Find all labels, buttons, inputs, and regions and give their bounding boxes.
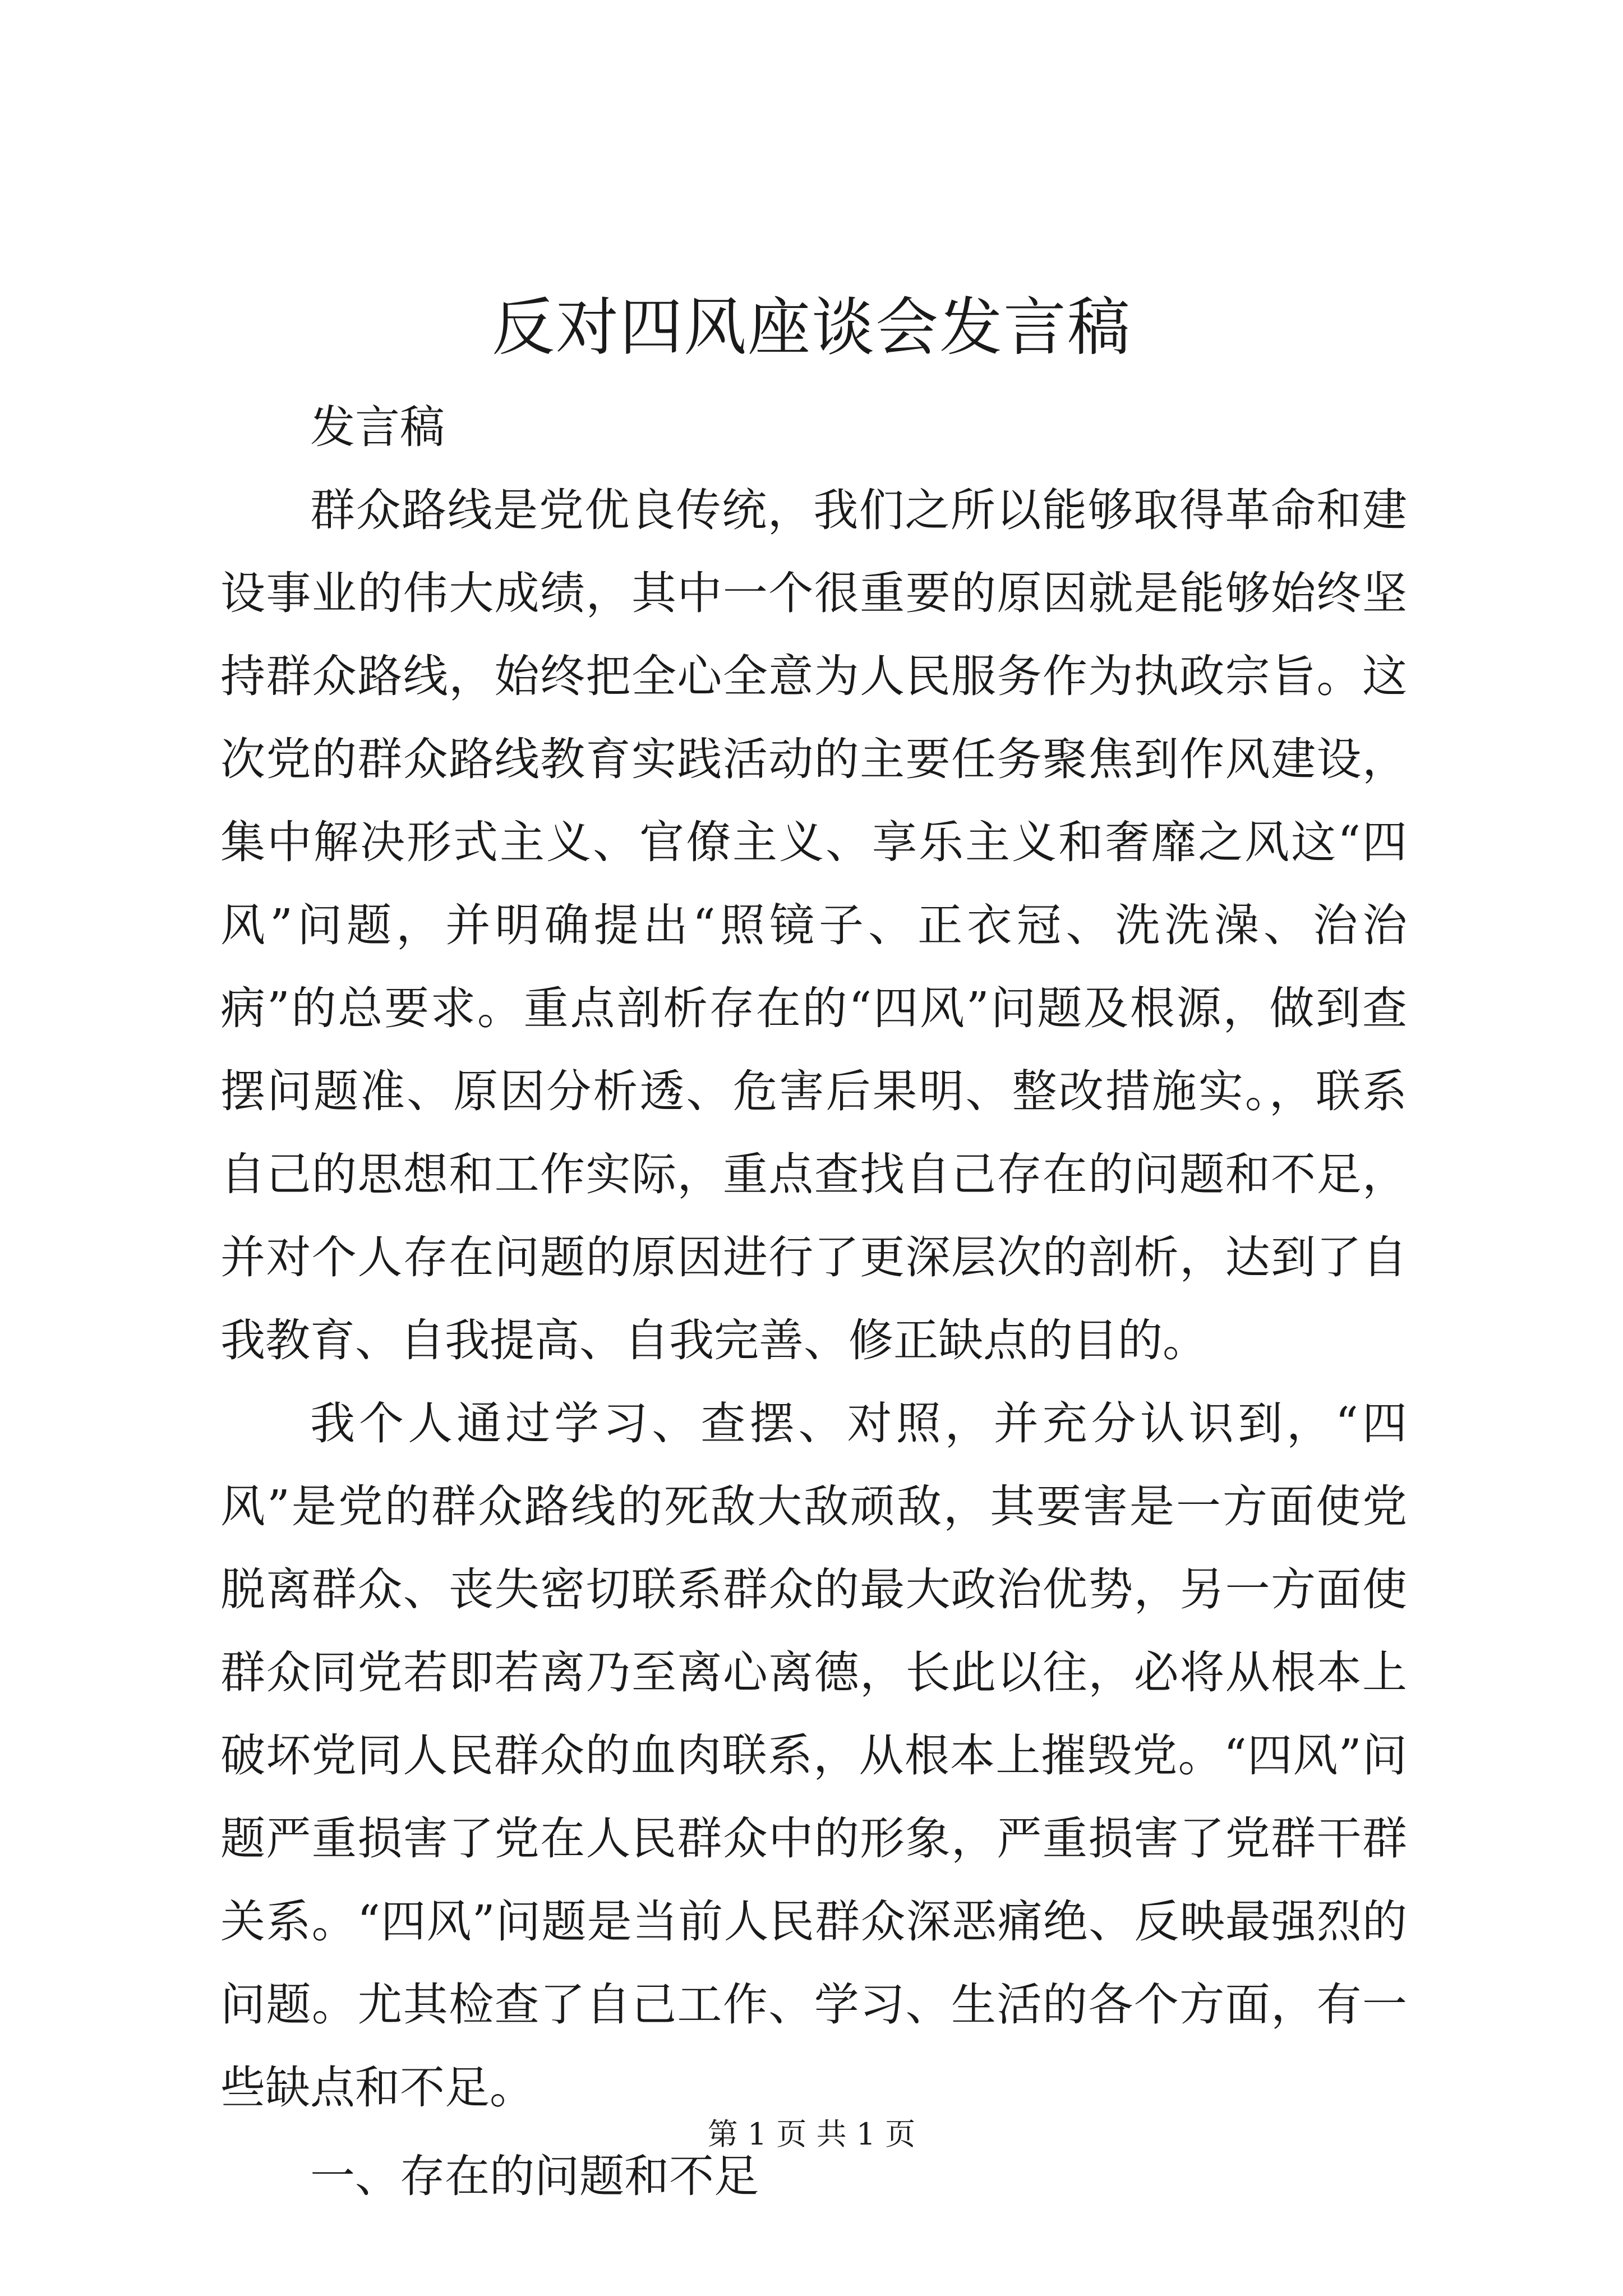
paragraph-2: 我个人通过学习、查摆、对照，并充分认识到，“四风”是党的群众路线的死敌大敌顽敌，其要害是一方面使党脱离群众、丧失密切联系群众的最大政治优势，另一方面使群众同党若即若离乃至离心离德，长此以往，必将从根本上破坏党同人民群众的血肉联系，从根本上摧毁党。“四风”问题严重损害了党在人民群众中的形象，严重损害了党群干群关系。“四风”问题是当前人民群众深恶痛绝、反映最强烈的问题。尤其检查了自己工作、学习、生活的各个方面，有一些缺点和不足。 (220, 1397, 1407, 2114)
section-heading: 一、存在的问题和不足 (310, 2150, 759, 2202)
paragraph-1: 群众路线是党优良传统，我们之所以能够取得革命和建设事业的伟大成绩，其中一个很重要的原因就是能够始终坚持群众路线，始终把全心全意为人民服务作为执政宗旨。这次党的群众路线教育实践活动的主要任务聚焦到作风建设，集中解决形式主义、官僚主义、享乐主义和奢靡之风这“四风”问题，并明确提出“照镜子、正衣冠、洗洗澡、治治病”的总要求。重点剖析存在的“四风”问题及根源，做到查摆问题准、原因分析透、危害后果明、整改措施实。，联系自己的思想和工作实际，重点查找自己存在的问题和不足，并对个人存在问题的原因进行了更深层次的剖析，达到了自我教育、自我提高、自我完善、修正缺点的目的。 (220, 484, 1407, 1366)
document-body (220, 386, 1407, 2218)
page-footer: 第 1 页 共 1 页 (707, 2116, 916, 2152)
paragraph-subtitle: 发言稿 (310, 401, 445, 453)
document-title: 反对四风座谈会发言稿 (492, 291, 1131, 364)
